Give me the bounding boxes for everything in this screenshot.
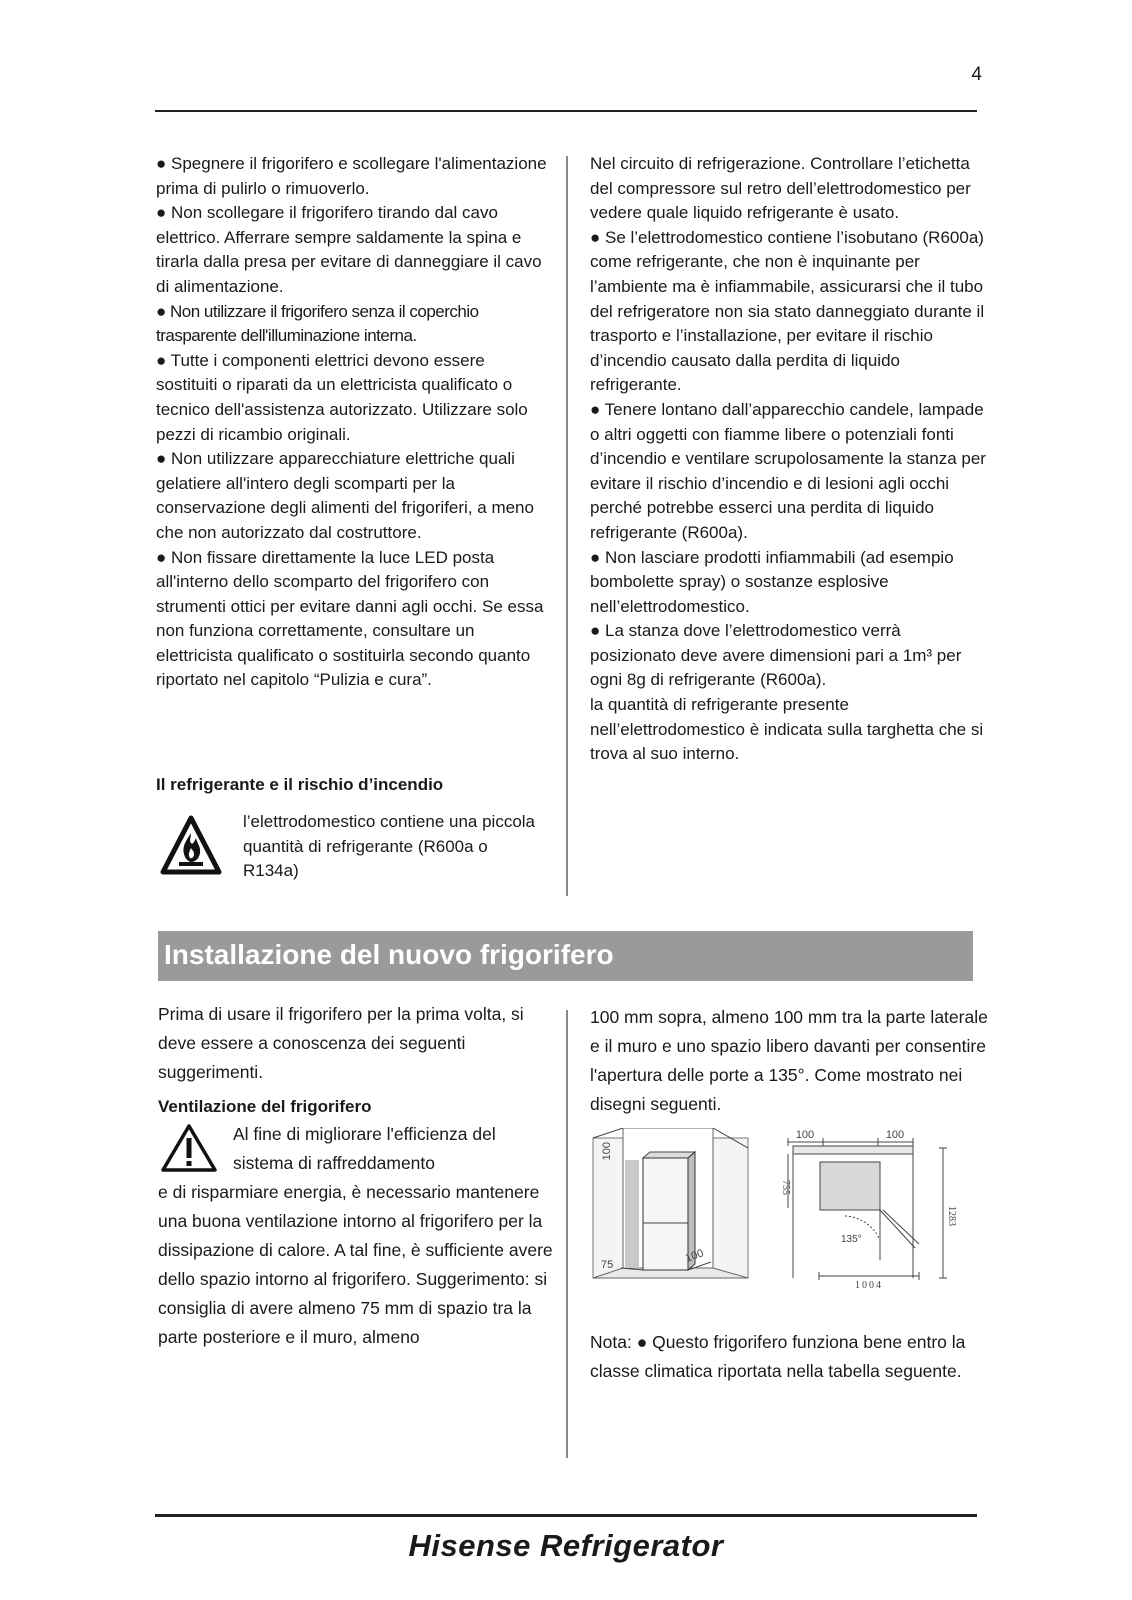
side-clearance-label: 100: [683, 1247, 706, 1265]
install-right-text: 100 mm sopra, almeno 100 mm tra la parte laterale e il muro e uno spazio libero davanti per consentire l'apertura delle porte a 135°. Come mostrato nei disegni seguenti.: [590, 1007, 988, 1114]
note-heading: Nota:: [590, 1332, 632, 1352]
paragraph: ● Non utilizzare il frigorifero senza il coperchio trasparente dell'illuminazione interna.: [156, 301, 479, 346]
bottom-rule: [155, 1514, 977, 1517]
paragraph: ● Tutte i componenti elettrici devono essere sostituiti o riparati da un elettricista qualificato o tecnico dell'assistenza autorizzato. Utilizzare solo pezzi di ricambio originali.: [156, 350, 528, 444]
refrigerant-text: l’elettrodomestico contiene una piccola quantità di refrigerante (R600a o R134a): [243, 812, 536, 881]
page-number: 4: [971, 64, 982, 85]
ventilation-body: e di risparmiare energia, è necessario mantenere una buona ventilazione intorno al frigorifero per la dissipazione di calore. A tal fine, è sufficiente avere dello spazio intorno al frigorifero. Suggerimento: si consiglia di avere almeno 75 mm di spazio tra la parte posteriore e il muro, almeno: [158, 1182, 553, 1347]
paragraph: ● Non lasciare prodotti infiammabili (ad esempio bombolette spray) o sostanze esplosive nell’elettrodomestico.: [590, 547, 954, 616]
room-view-drawing: [593, 1128, 748, 1278]
clearance-diagram: [583, 1128, 973, 1313]
note-text: ● Questo frigorifero funziona bene entro la classe climatica riportata nella tabella seguente.: [590, 1332, 966, 1381]
install-intro: Prima di usare il frigorifero per la prima volta, si deve essere a conoscenza dei seguenti suggerimenti.: [158, 1004, 524, 1082]
safety-column-left: [156, 152, 548, 693]
top-clearance-label: 100: [601, 1142, 613, 1161]
refrigerant-heading: Il refrigerante e il rischio d’incendio: [156, 775, 444, 794]
brand-footer: Hisense Refrigerator: [408, 1528, 724, 1563]
plan-height-label: 1283: [946, 1206, 957, 1226]
flammable-warning-icon: [160, 815, 222, 875]
section-title: Installazione del nuovo frigorifero: [164, 939, 614, 970]
door-angle-label: 135°: [841, 1234, 862, 1245]
paragraph: ● Spegnere il frigorifero e scollegare l'alimentazione prima di pulirlo o rimuoverlo.: [156, 154, 547, 198]
warning-icon: [160, 1123, 218, 1173]
paragraph: ● Non scollegare il frigorifero tirando dal cavo elettrico. Afferrare sempre saldamente la spina e tirarla dalla presa per evitare di danneggiare il cavo di alimentazione.: [156, 203, 542, 296]
ventilation-icon-text: Al fine di migliorare l'efficienza del sistema di raffreddamento: [233, 1124, 496, 1173]
paragraph: ● Non utilizzare apparecchiature elettriche quali gelatiere all'intero degli scomparti per la conservazione degli alimenti del frigoriferi, a meno che non autorizzato dal costruttore.: [156, 449, 534, 542]
top-rule: [155, 110, 977, 112]
column-divider: [566, 1010, 568, 1458]
ventilation-heading: Ventilazione del frigorifero: [158, 1097, 372, 1116]
column-divider: [566, 156, 568, 896]
paragraph: ● La stanza dove l’elettrodomestico verrà posizionato deve avere dimensioni pari a 1m³ per ogni 8g di refrigerante (R600a).: [590, 621, 962, 690]
note-block: [590, 1328, 990, 1386]
plan-right-top-label: 100: [885, 1129, 905, 1141]
paragraph: ● Non fissare direttamente la luce LED posta all'interno dello scomparto del frigorifero con strumenti ottici per evitare danni agli occhi. Se essa non funziona correttamente, consultare un elettricista qualificato o sostituirla secondo quanto riportato nel capitolo “Pulizia e cura”.: [156, 547, 544, 690]
plan-width-label: 1004: [855, 1280, 883, 1291]
back-clearance-label: 75: [601, 1259, 614, 1271]
paragraph: la quantità di refrigerante presente nell’elettrodomestico è indicata sulla targhetta che si trova al suo interno.: [590, 695, 984, 764]
plan-view-drawing: [788, 1138, 947, 1280]
plan-left-top-label: 100: [795, 1129, 815, 1141]
paragraph: Nel circuito di refrigerazione. Controllare l’etichetta del compressore sul retro dell’elettrodomestico per vedere quale liquido refrigerante è usato.: [590, 154, 971, 223]
plan-depth-label: 755: [780, 1180, 791, 1195]
safety-column-right: [590, 152, 988, 767]
paragraph: ● Se l’elettrodomestico contiene l’isobutano (R600a) come refrigerante, che non è inquinante per l’ambiente ma è infiammabile, assicurarsi che il tubo del refrigeratore non sia stato danneggiato durante il trasporto e l’installazione, per evitare il rischio d’incendio causato dalla perdita di liquido refrigerante.: [590, 227, 985, 395]
paragraph: ● Tenere lontano dall’apparecchio candele, lampade o altri oggetti con fiamme libere o potenziali fonti d’incendio e ventilare scrupolosamente la stanza per evitare il rischio d’incendio e di lesioni agli occhi perché potrebbe esserci una perdita di liquido refrigerante (R600a).: [590, 399, 986, 542]
